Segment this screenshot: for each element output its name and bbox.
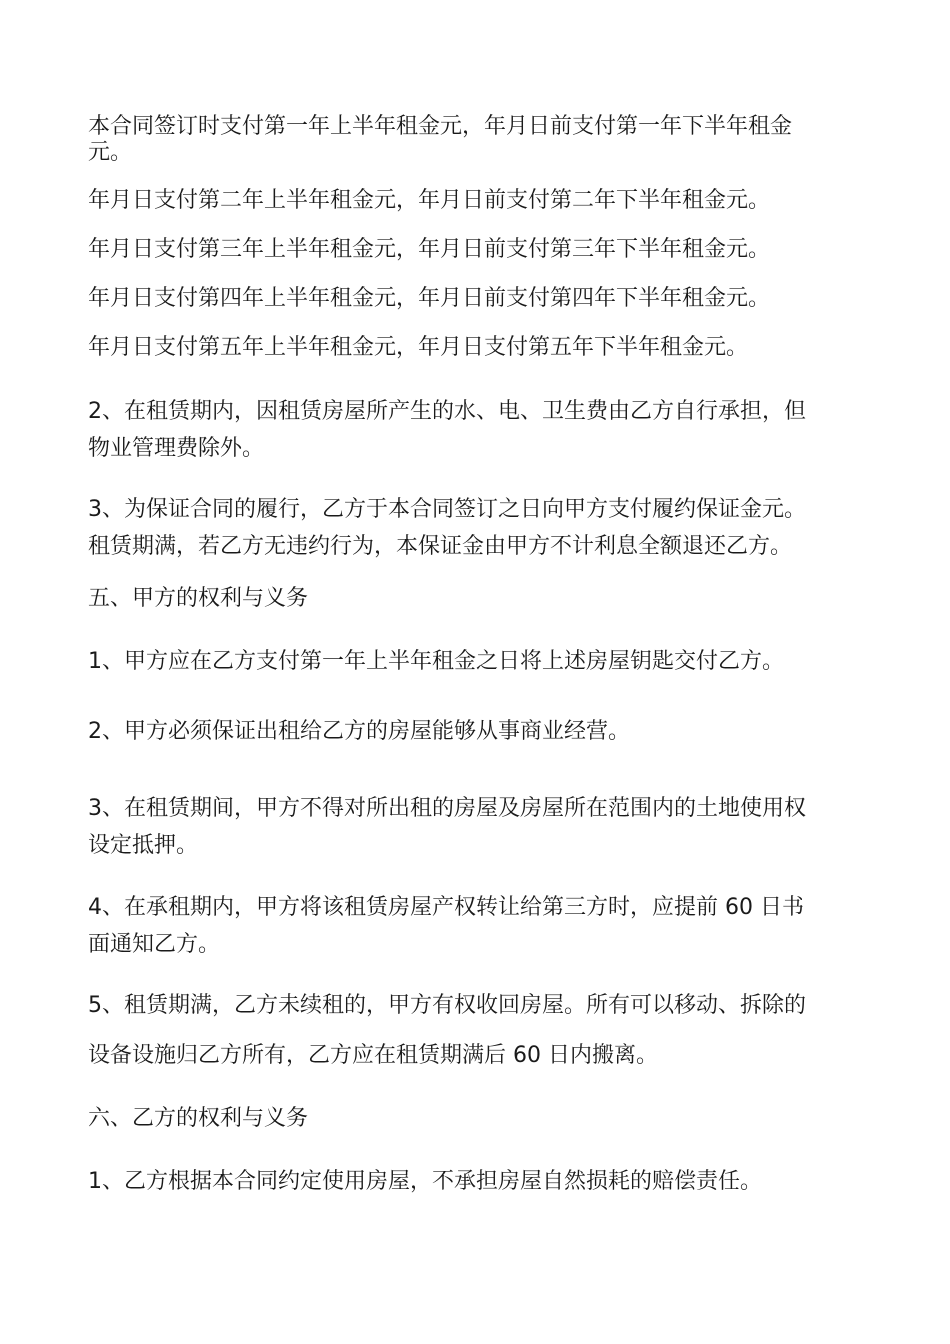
paragraph-line: 设定抵押。 — [88, 833, 199, 858]
section-heading: 五、甲方的权利与义务 — [88, 586, 309, 611]
paragraph-line: 4、在承租期内，甲方将该租赁房屋产权转让给第三方时，应提前 60 日书 — [88, 895, 804, 920]
paragraph-line: 年月日支付第三年上半年租金元，年月日前支付第三年下半年租金元。 — [88, 237, 771, 262]
paragraph-line: 年月日支付第五年上半年租金元，年月日支付第五年下半年租金元。 — [88, 335, 749, 360]
paragraph-line: 3、在租赁期间，甲方不得对所出租的房屋及房屋所在范围内的土地使用权 — [88, 796, 806, 821]
paragraph-line: 2、甲方必须保证出租给乙方的房屋能够从事商业经营。 — [88, 719, 630, 744]
paragraph-line: 本合同签订时支付第一年上半年租金元，年月日前支付第一年下半年租金 — [88, 114, 793, 139]
paragraph-line: 1、乙方根据本合同约定使用房屋，不承担房屋自然损耗的赔偿责任。 — [88, 1169, 762, 1194]
paragraph-line: 1、甲方应在乙方支付第一年上半年租金之日将上述房屋钥匙交付乙方。 — [88, 649, 784, 674]
paragraph-line: 2、在租赁期内，因租赁房屋所产生的水、电、卫生费由乙方自行承担，但 — [88, 399, 806, 424]
paragraph-line: 年月日支付第四年上半年租金元，年月日前支付第四年下半年租金元。 — [88, 286, 771, 311]
paragraph-line: 3、为保证合同的履行，乙方于本合同签订之日向甲方支付履约保证金元。 — [88, 497, 806, 522]
paragraph-line: 租赁期满，若乙方无违约行为，本保证金由甲方不计利息全额退还乙方。 — [88, 534, 793, 559]
section-heading: 六、乙方的权利与义务 — [88, 1106, 309, 1131]
paragraph-line: 元。 — [88, 140, 133, 165]
paragraph-line: 物业管理费除外。 — [88, 436, 265, 461]
paragraph-line: 年月日支付第二年上半年租金元，年月日前支付第二年下半年租金元。 — [88, 188, 771, 213]
paragraph-line: 面通知乙方。 — [88, 932, 221, 957]
paragraph-line: 5、租赁期满，乙方未续租的，甲方有权收回房屋。所有可以移动、拆除的 — [88, 993, 806, 1018]
paragraph-line: 设备设施归乙方所有，乙方应在租赁期满后 60 日内搬离。 — [88, 1043, 658, 1068]
